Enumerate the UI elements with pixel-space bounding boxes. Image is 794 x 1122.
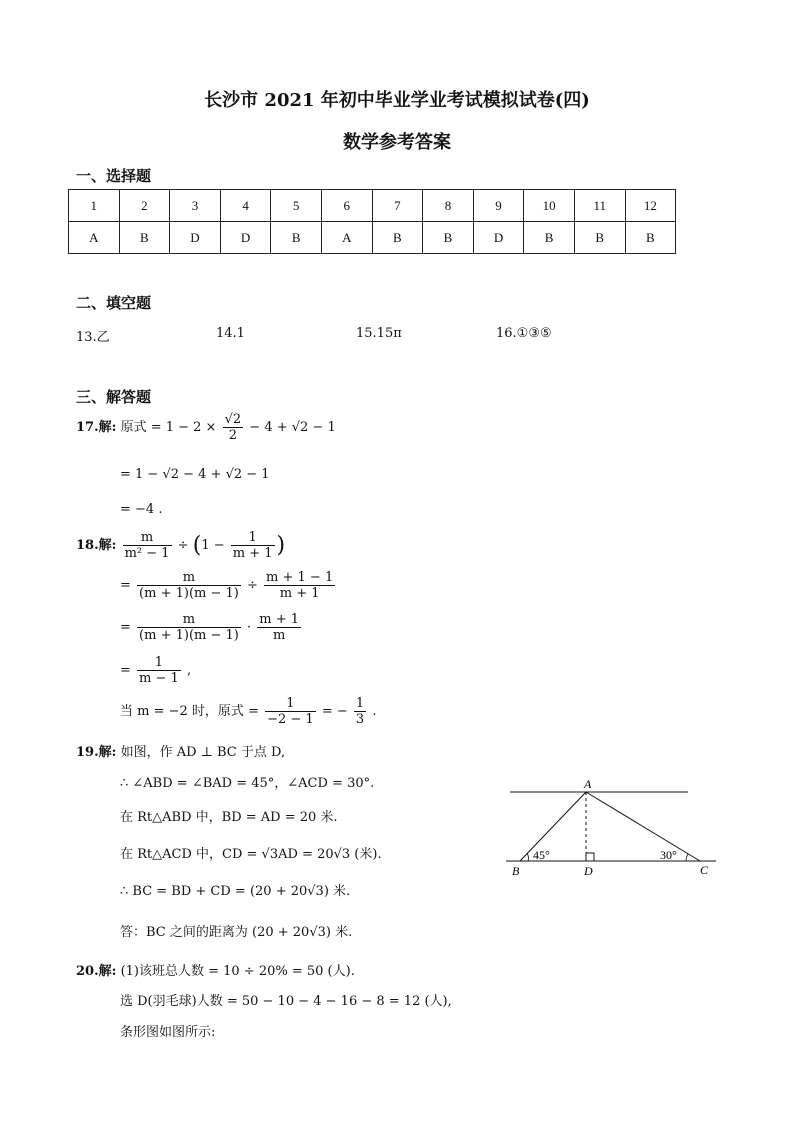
q19-line2: ∴ ∠ABD = ∠BAD = 45°，∠ACD = 30°. (120, 776, 375, 791)
q17-line2: = 1 − √2 − 4 + √2 − 1 (120, 467, 270, 482)
table-cell: 7 (372, 190, 423, 222)
fraction-numerator: m (123, 530, 172, 546)
table-cell: B (574, 222, 625, 254)
table-cell: A (69, 222, 120, 254)
q19-line1 (76, 741, 285, 760)
fraction-denominator: 2 (228, 428, 238, 443)
q17-fraction (223, 412, 244, 443)
table-cell: D (170, 222, 221, 254)
table-cell: 3 (170, 190, 221, 222)
q18-fraction (257, 612, 301, 643)
comma: , (186, 663, 192, 678)
section-heading-choice: 一、选择题 (76, 167, 152, 185)
equals: = (120, 620, 131, 635)
q18-fraction (137, 655, 181, 686)
period: . (372, 704, 377, 719)
table-cell: 4 (220, 190, 271, 222)
side-ac (586, 792, 700, 861)
table-cell: B (119, 222, 170, 254)
table-cell: B (271, 222, 322, 254)
fraction-numerator: 1 (265, 696, 316, 712)
q19-l1: 如图，作 AD ⊥ BC 于点 D, (120, 745, 286, 760)
q18-line4 (120, 655, 191, 686)
side-ab (520, 792, 586, 861)
right-angle-mark (586, 853, 594, 861)
q18-inner: 1 − (201, 538, 225, 553)
q18-fraction (265, 696, 316, 727)
paren: ( (192, 533, 202, 558)
operator: ÷ (177, 538, 189, 553)
angle-arc-b (527, 853, 528, 861)
fraction-denominator: m² − 1 (124, 546, 170, 561)
table-cell: B (423, 222, 474, 254)
table-cell: B (625, 222, 676, 254)
fraction-denominator: (m + 1)(m − 1) (139, 628, 239, 643)
fraction-numerator: √2 (224, 412, 242, 427)
section-heading-solve: 三、解答题 (76, 388, 152, 406)
table-cell: 6 (321, 190, 372, 222)
fraction-numerator: 1 (231, 530, 275, 546)
operator: ÷ (247, 578, 258, 593)
fraction-numerator: 1 (137, 655, 181, 671)
q19-line4: 在 Rt△ACD 中，CD = √3AD = 20√3 (米). (120, 847, 382, 862)
q18-line1 (76, 530, 285, 561)
q18-fraction (123, 530, 172, 561)
fill-answer-14: 14.1 (216, 326, 245, 341)
table-cell: 10 (524, 190, 575, 222)
table-cell: 12 (625, 190, 676, 222)
table-cell: 8 (423, 190, 474, 222)
q18-inner-fraction (231, 530, 275, 561)
equals: = (120, 663, 131, 678)
fraction-numerator: m + 1 − 1 (266, 570, 334, 585)
fraction-denominator: m − 1 (139, 671, 179, 686)
label-d: D (584, 864, 593, 878)
fraction-denominator: m + 1 (232, 546, 273, 561)
answer-table-number-row (69, 190, 676, 222)
q18-label: 18.解: (76, 538, 117, 553)
fraction-numerator: m + 1 (259, 612, 300, 627)
table-cell: 1 (69, 190, 120, 222)
page-subtitle: 数学参考答案 (343, 132, 451, 153)
fill-answer-16: 16.①③⑤ (496, 326, 552, 341)
fraction-denominator: m + 1 (279, 586, 320, 601)
q18-line2 (120, 570, 337, 601)
q17-l1-pre: 原式 = 1 − 2 × (120, 420, 217, 435)
q18-fraction (264, 570, 335, 601)
q18-line3 (120, 612, 303, 643)
table-cell: D (473, 222, 524, 254)
angle-label-c: 30° (660, 848, 677, 862)
q18-fraction (354, 696, 366, 727)
triangle-figure (500, 775, 730, 880)
table-cell: A (321, 222, 372, 254)
fraction-denominator: (m + 1)(m − 1) (139, 586, 239, 601)
section-heading-fill: 二、填空题 (76, 294, 152, 312)
q17-line3: = −4 . (120, 502, 163, 517)
table-cell: B (524, 222, 575, 254)
angle-arc-c (686, 854, 688, 861)
q19-line6: 答：BC 之间的距离为 (20 + 20√3) 米. (120, 925, 353, 940)
q20-line1 (76, 960, 355, 979)
fraction-numerator: 1 (355, 696, 365, 711)
equals: = (120, 578, 131, 593)
paren: ) (276, 533, 286, 558)
q17-l1-post: − 4 + √2 − 1 (249, 420, 336, 435)
table-cell: 11 (574, 190, 625, 222)
q18-line5-mid: = − (321, 704, 348, 719)
q18-line5 (120, 696, 376, 727)
q17-line1 (76, 412, 336, 443)
table-cell: B (372, 222, 423, 254)
label-b: B (512, 864, 520, 878)
q17-label: 17.解: (76, 420, 117, 435)
fraction-denominator: m (273, 628, 286, 643)
fraction-numerator: m (137, 570, 241, 586)
fill-answer-15: 15.15π (356, 326, 402, 341)
label-a: A (584, 777, 592, 791)
fill-answer-13: 13.乙 (76, 330, 110, 345)
operator: · (247, 620, 252, 635)
label-c: C (700, 863, 709, 877)
q18-line5-pre: 当 m = −2 时，原式 = (120, 704, 259, 719)
answer-table (68, 189, 676, 254)
fraction-numerator: m (137, 612, 241, 628)
q18-fraction (137, 612, 241, 643)
table-cell: 2 (119, 190, 170, 222)
angle-label-b: 45° (533, 848, 550, 862)
q20-l1: (1)该班总人数 = 10 ÷ 20% = 50 (人). (120, 964, 355, 979)
q19-line5: ∴ BC = BD + CD = (20 + 20√3) 米. (120, 884, 351, 899)
table-cell: D (220, 222, 271, 254)
table-cell: 9 (473, 190, 524, 222)
q20-line2: 选 D(羽毛球)人数 = 50 − 10 − 4 − 16 − 8 = 12 (人), (120, 994, 452, 1009)
q20-line3: 条形图如图所示: (120, 1025, 216, 1040)
q19-label: 19.解: (76, 745, 117, 760)
q19-line3: 在 Rt△ABD 中，BD = AD = 20 米. (120, 810, 338, 825)
q18-fraction (137, 570, 241, 601)
table-cell: 5 (271, 190, 322, 222)
answer-table-answer-row (69, 222, 676, 254)
fraction-denominator: 3 (355, 712, 365, 727)
page-title: 长沙市 2021 年初中毕业学业考试模拟试卷(四) (204, 90, 590, 111)
q20-label: 20.解: (76, 964, 117, 979)
fraction-denominator: −2 − 1 (267, 712, 314, 727)
